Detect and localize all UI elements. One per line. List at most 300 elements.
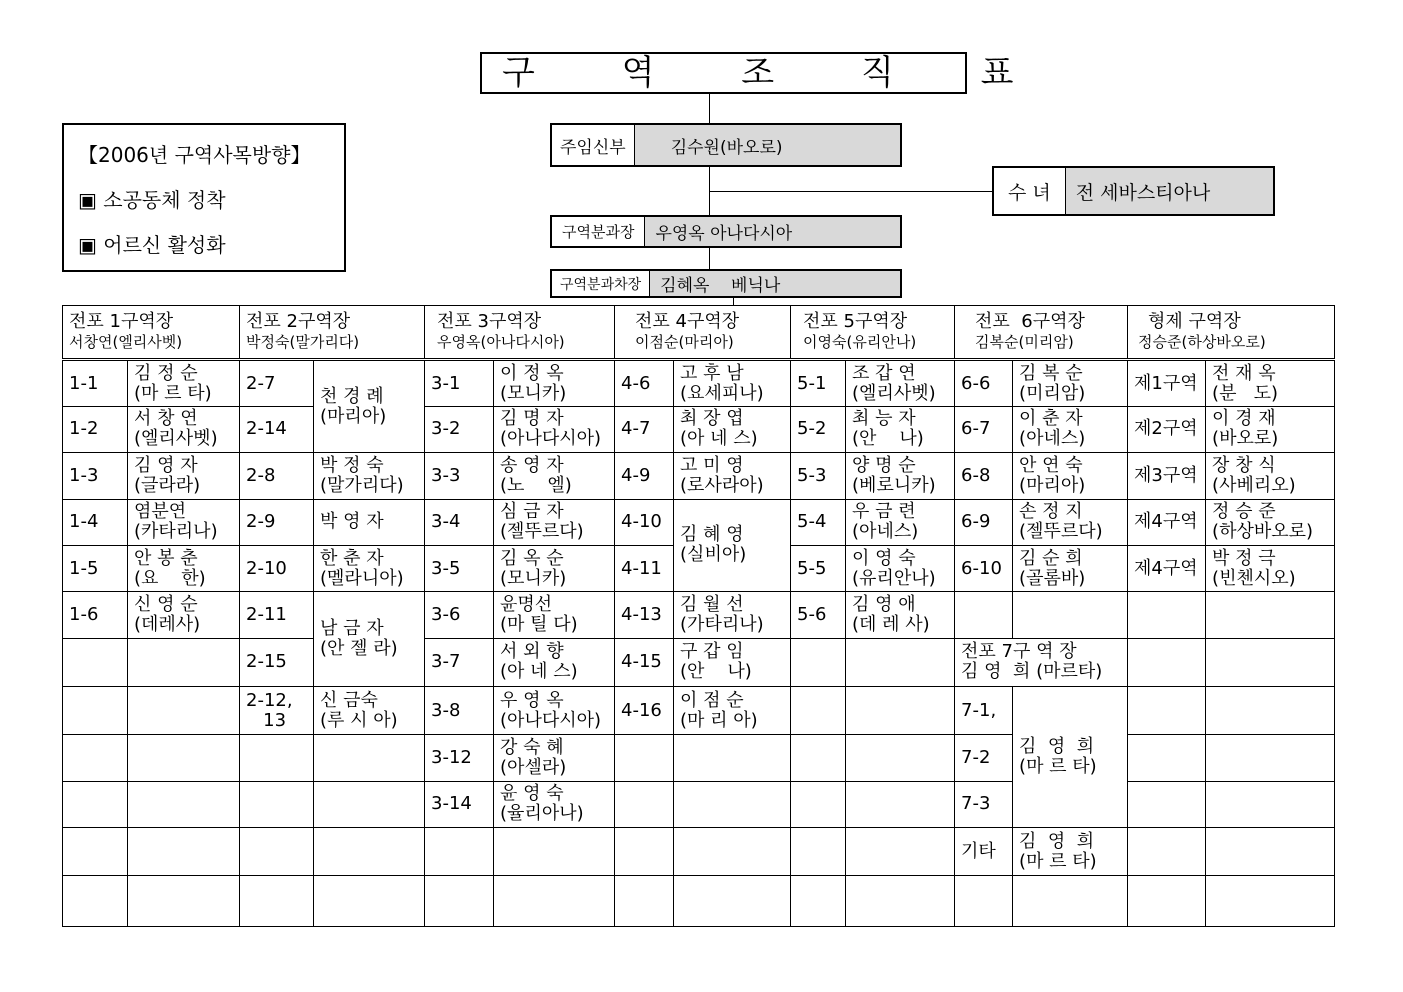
table-cell [955, 781, 1013, 827]
table-cell [1206, 360, 1335, 406]
cell-text: 1-5 [69, 557, 99, 579]
table-cell [425, 406, 494, 452]
header-name: 이점순(마리아) [635, 333, 734, 352]
table-cell [128, 828, 240, 876]
table-cell [846, 686, 955, 734]
table-cell [240, 360, 314, 406]
header-title: 전포 3구역장 [437, 311, 542, 333]
table-row [63, 876, 1335, 927]
header-row [63, 306, 1335, 360]
cell-text: 정 승 준 (하상바오로) [1212, 501, 1314, 543]
table-cell [63, 406, 128, 452]
table-cell [1013, 828, 1128, 876]
cell-text: 김 영 희 (마 르 타) [1019, 736, 1097, 778]
cell-text: 2-8 [246, 464, 276, 486]
table-cell [846, 453, 955, 499]
cell-text: 7-1, [961, 699, 997, 721]
cell-text: 김 월 선 (가타리나) [680, 593, 764, 635]
connector-line [709, 191, 993, 192]
cell-text: 최 장 엽 (아 네 스) [680, 408, 758, 450]
table-cell [425, 499, 494, 545]
cell-text: 우 금 련 (아네스) [852, 501, 919, 543]
table-cell [63, 781, 128, 827]
cell-text: 안 연 숙 (마리아) [1019, 454, 1086, 496]
cell-text: 심 금 자 (젤뚜르다) [500, 501, 584, 543]
cell-text: 윤명선 (마 틸 다) [500, 593, 578, 635]
table-cell [1206, 638, 1335, 686]
cell-text: 4-9 [621, 464, 651, 486]
table-cell [615, 735, 674, 781]
table-cell [791, 876, 846, 927]
table-cell [128, 735, 240, 781]
cell-text: 4-13 [621, 603, 662, 625]
cell-text: 5-6 [797, 603, 827, 625]
table-cell [615, 686, 674, 734]
table-cell [128, 499, 240, 545]
cell-text: 2-11 [246, 603, 287, 625]
table-cell [1128, 499, 1206, 545]
table-cell [314, 876, 425, 927]
table-cell [791, 453, 846, 499]
table-cell [674, 499, 791, 592]
cell-text: 5-4 [797, 511, 827, 533]
table-cell [63, 499, 128, 545]
district-head-box [550, 215, 902, 248]
connector-line [709, 248, 710, 270]
cell-text: 구 갑 임 (안 나) [680, 641, 752, 683]
table-cell [425, 781, 494, 827]
cell-text: 고 후 남 (요세피나) [680, 362, 764, 404]
table-cell [494, 781, 615, 827]
district-vice-value: 김혜옥 베닉나 [650, 271, 900, 296]
cell-text: 신 금숙 (루 시 아) [320, 689, 398, 731]
table-cell [1128, 406, 1206, 452]
header-title: 전포 2구역장 [246, 311, 351, 333]
pastor-value: 김수원(바오로) [635, 125, 900, 165]
table-cell [1128, 735, 1206, 781]
table-cell [1128, 828, 1206, 876]
table-cell [314, 686, 425, 734]
table-cell [63, 360, 128, 406]
table-cell [1128, 592, 1206, 638]
cell-text: 5-5 [797, 557, 827, 579]
cell-text: 4-6 [621, 372, 651, 394]
cell-text: 7-3 [961, 793, 991, 815]
table-cell [674, 592, 791, 638]
table-cell [615, 876, 674, 927]
cell-text: 3-4 [431, 511, 461, 533]
table-cell [128, 781, 240, 827]
table-cell [240, 638, 314, 686]
table-cell [615, 545, 674, 591]
header-cell [63, 306, 240, 360]
cell-text: 김 정 순 (마 르 타) [134, 362, 212, 404]
table-cell [1128, 360, 1206, 406]
cell-text: 고 미 영 (로사라아) [680, 454, 764, 496]
pastor-label: 주임신부 [552, 125, 635, 165]
table-cell [314, 735, 425, 781]
table-cell [615, 592, 674, 638]
table-cell [791, 592, 846, 638]
cell-text: 6-7 [961, 418, 991, 440]
cell-text: 4-16 [621, 699, 662, 721]
cell-text: 조 갑 연 (엘리사벳) [852, 362, 936, 404]
table-cell [240, 781, 314, 827]
table-cell [955, 638, 1128, 686]
table-cell [494, 876, 615, 927]
cell-text: 6-9 [961, 511, 991, 533]
table-cell [674, 638, 791, 686]
table-cell [846, 828, 955, 876]
table-cell [1013, 499, 1128, 545]
table-cell [494, 638, 615, 686]
table-cell [63, 876, 128, 927]
connector-line [709, 94, 710, 123]
table-cell [494, 686, 615, 734]
header-name: 서창연(엘리사벳) [69, 333, 183, 352]
table-cell [674, 453, 791, 499]
table-cell [63, 453, 128, 499]
header-title: 형제 구역장 [1148, 311, 1241, 333]
cell-text: 윤 영 숙 (율리아나) [500, 783, 584, 825]
table-cell [240, 453, 314, 499]
cell-text: 이 영 숙 (유리안나) [852, 547, 936, 589]
cell-text: 3-14 [431, 793, 472, 815]
cell-text: 3-1 [431, 372, 461, 394]
table-cell [494, 735, 615, 781]
table-cell [791, 828, 846, 876]
table-cell [1206, 406, 1335, 452]
cell-text: 제1구역 [1134, 372, 1198, 394]
cell-text: 우 영 옥 (아나다시아) [500, 689, 602, 731]
header-cell [791, 306, 955, 360]
cell-text: 6-10 [961, 557, 1002, 579]
table-row [63, 686, 1335, 734]
table-row [63, 499, 1335, 545]
cell-text: 제4구역 [1134, 557, 1198, 579]
table-cell [63, 545, 128, 591]
cell-text: 1-3 [69, 464, 99, 486]
table-cell [846, 499, 955, 545]
table-cell [240, 876, 314, 927]
table-cell [128, 453, 240, 499]
table-cell [240, 686, 314, 734]
cell-text: 박 정 숙 (말가리다) [320, 454, 404, 496]
table-cell [846, 735, 955, 781]
table-cell [1013, 453, 1128, 499]
table-cell [674, 686, 791, 734]
cell-text: 2-14 [246, 418, 287, 440]
header-cell [425, 306, 615, 360]
table-cell [955, 592, 1013, 638]
table-cell [128, 638, 240, 686]
table-cell [1128, 686, 1206, 734]
table-cell [791, 735, 846, 781]
cell-text: 전 재 옥 (분 도) [1212, 362, 1279, 404]
table-cell [846, 781, 955, 827]
table-cell [1013, 686, 1128, 827]
table-cell [1128, 781, 1206, 827]
header-name: 김복순(미리암) [975, 333, 1074, 352]
policy-box [62, 123, 346, 272]
table-cell [1128, 545, 1206, 591]
sister-value: 전 세바스티아나 [1066, 168, 1273, 214]
cell-text: 염분연 (카타리나) [134, 501, 218, 543]
table-cell [1206, 781, 1335, 827]
cell-text: 김 옥 순 (모니카) [500, 547, 567, 589]
table-cell [240, 592, 314, 638]
table-row [63, 592, 1335, 638]
table-cell [615, 406, 674, 452]
cell-text: 1-6 [69, 603, 99, 625]
table-cell [1206, 876, 1335, 927]
table-cell [314, 828, 425, 876]
cell-text: 6-8 [961, 464, 991, 486]
table-cell [955, 406, 1013, 452]
table-cell [674, 781, 791, 827]
pastor-box [550, 123, 902, 167]
sister-box [992, 166, 1275, 216]
cell-text: 4-11 [621, 557, 662, 579]
table-cell [955, 453, 1013, 499]
cell-text: 최 능 자 (안 나) [852, 408, 924, 450]
district-table [62, 305, 1335, 927]
cell-text: 안 봉 춘 (요 한) [134, 547, 206, 589]
cell-text: 제4구역 [1134, 511, 1198, 533]
cell-text: 양 명 순 (베로니카) [852, 454, 936, 496]
table-cell [63, 735, 128, 781]
table-cell [494, 360, 615, 406]
table-cell [128, 360, 240, 406]
table-cell [425, 828, 494, 876]
cell-text: 3-5 [431, 557, 461, 579]
table-cell [791, 406, 846, 452]
header-title: 전포 6구역장 [975, 311, 1085, 333]
cell-text: 5-2 [797, 418, 827, 440]
table-cell [128, 406, 240, 452]
table-row [63, 406, 1335, 452]
district-head-value: 우영옥 아나다시아 [645, 217, 900, 246]
district-vice-box [550, 269, 902, 298]
table-cell [846, 592, 955, 638]
cell-text: 박 정 극 (빈첸시오) [1212, 547, 1296, 589]
table-cell [494, 828, 615, 876]
cell-text: 4-7 [621, 418, 651, 440]
table-cell [128, 592, 240, 638]
table-cell [846, 876, 955, 927]
cell-text: 3-3 [431, 464, 461, 486]
cell-text: 2-15 [246, 651, 287, 673]
sister-label: 수 녀 [994, 168, 1066, 214]
table-row [63, 453, 1335, 499]
header-cell [955, 306, 1128, 360]
table-cell [425, 638, 494, 686]
table-cell [1206, 686, 1335, 734]
header-cell [1128, 306, 1335, 360]
table-cell [63, 828, 128, 876]
table-cell [615, 499, 674, 545]
table-cell [240, 499, 314, 545]
table-cell [314, 545, 425, 591]
table-row [63, 828, 1335, 876]
table-cell [791, 499, 846, 545]
cell-text: 3-8 [431, 699, 461, 721]
table-cell [425, 686, 494, 734]
table-cell [314, 781, 425, 827]
cell-text: 김 복 순 (미리암) [1019, 362, 1086, 404]
table-cell [494, 545, 615, 591]
table-cell [846, 360, 955, 406]
table-cell [615, 828, 674, 876]
policy-item: ▣ 어르신 활성화 [78, 233, 226, 257]
table-cell [791, 638, 846, 686]
cell-text: 김 영 자 (글라라) [134, 454, 201, 496]
cell-text: 박 영 자 [320, 511, 384, 533]
header-title: 전포 1구역장 [69, 311, 174, 333]
table-cell [1013, 592, 1128, 638]
table-cell [955, 499, 1013, 545]
table-cell [791, 686, 846, 734]
cell-text: 2-12, 13 [246, 689, 293, 731]
cell-text: 김 영 희 (마 르 타) [1019, 830, 1097, 872]
cell-text: 한 춘 자 (멜라니아) [320, 547, 404, 589]
cell-text: 김 영 애 (데 레 사) [852, 593, 930, 635]
table-cell [674, 406, 791, 452]
table-cell [314, 360, 425, 453]
table-cell [63, 592, 128, 638]
cell-text: 강 숙 혜 (아셀라) [500, 737, 567, 779]
table-cell [494, 592, 615, 638]
cell-text: 김 명 자 (아나다시아) [500, 408, 602, 450]
table-cell [674, 735, 791, 781]
table-cell [846, 406, 955, 452]
cell-text: 1-4 [69, 511, 99, 533]
header-name: 박정숙(말가리다) [246, 333, 360, 352]
cell-text: 장 창 식 (사베리오) [1212, 454, 1296, 496]
cell-text: 2-10 [246, 557, 287, 579]
cell-text: 3-12 [431, 747, 472, 769]
table-cell [425, 453, 494, 499]
cell-text: 이 점 순 (마 리 아) [680, 689, 758, 731]
header-name: 정승준(하상바오로) [1138, 333, 1266, 352]
table-cell [1206, 499, 1335, 545]
cell-text: 3-7 [431, 651, 461, 673]
table-row [63, 735, 1335, 781]
table-cell [1206, 828, 1335, 876]
cell-text: 김 순 희 (골롬바) [1019, 547, 1086, 589]
table-cell [615, 453, 674, 499]
policy-heading: 【2006년 구역사목방향】 [78, 143, 311, 167]
cell-text: 4-15 [621, 651, 662, 673]
cell-text: 이 경 재 (바오로) [1212, 408, 1279, 450]
cell-text: 3-2 [431, 418, 461, 440]
cell-text: 천 경 례 (마리아) [320, 385, 387, 427]
table-cell [615, 638, 674, 686]
table-cell [425, 876, 494, 927]
table-cell [425, 735, 494, 781]
table-cell [955, 545, 1013, 591]
table-cell [1013, 545, 1128, 591]
table-cell [955, 686, 1013, 734]
table-cell [955, 828, 1013, 876]
table-cell [240, 406, 314, 452]
table-cell [1206, 545, 1335, 591]
cell-text: 송 영 자 (노 엘) [500, 454, 572, 496]
header-cell [240, 306, 425, 360]
table-cell [494, 453, 615, 499]
header-name: 우영옥(아나다시아) [437, 333, 565, 352]
table-row [63, 781, 1335, 827]
table-cell [314, 499, 425, 545]
header-cell [615, 306, 791, 360]
table-cell [846, 545, 955, 591]
cell-text: 남 금 자 (안 젤 라) [320, 618, 398, 660]
cell-text: 1-2 [69, 418, 99, 440]
cell-text: 제2구역 [1134, 418, 1198, 440]
table-cell [1128, 638, 1206, 686]
cell-text: 6-6 [961, 372, 991, 394]
cell-text: 신 영 순 (데레사) [134, 593, 201, 635]
cell-text: 5-3 [797, 464, 827, 486]
cell-text: 이 춘 자 (아네스) [1019, 408, 1086, 450]
table-cell [674, 360, 791, 406]
table-cell [314, 453, 425, 499]
header-name: 이영숙(유리안나) [803, 333, 917, 352]
table-cell [240, 735, 314, 781]
table-cell [63, 686, 128, 734]
table-cell [955, 876, 1013, 927]
cell-text: 서 외 향 (아 네 스) [500, 641, 578, 683]
cell-text: 제3구역 [1134, 464, 1198, 486]
connector-line [733, 297, 734, 305]
table-cell [425, 545, 494, 591]
table-cell [425, 360, 494, 406]
table-cell [1013, 406, 1128, 452]
header-title: 전포 4구역장 [635, 311, 740, 333]
cell-text: 김 혜 영 (실비아) [680, 524, 747, 566]
table-cell [425, 592, 494, 638]
table-cell [1206, 735, 1335, 781]
table-cell [1128, 453, 1206, 499]
table-cell [615, 360, 674, 406]
table-cell [1013, 360, 1128, 406]
table-cell [1206, 453, 1335, 499]
table-cell [494, 499, 615, 545]
district-head-label: 구역분과장 [552, 217, 645, 246]
cell-text: 4-10 [621, 511, 662, 533]
table-cell [846, 638, 955, 686]
table-cell [791, 781, 846, 827]
table-cell [494, 406, 615, 452]
page-title: 구 역 조 직 표 [480, 52, 967, 94]
table-cell [240, 828, 314, 876]
table-cell [1128, 876, 1206, 927]
table-row [63, 638, 1335, 686]
table-cell [955, 735, 1013, 781]
cell-text: 2-7 [246, 372, 276, 394]
cell-text: 7-2 [961, 747, 991, 769]
cell-text: 서 창 연 (엘리사벳) [134, 408, 218, 450]
cell-text: 1-1 [69, 372, 99, 394]
district-vice-label: 구역분과차장 [552, 271, 650, 296]
cell-text: 손 정 지 (젤뚜르다) [1019, 501, 1103, 543]
table-cell [674, 876, 791, 927]
cell-text: 3-6 [431, 603, 461, 625]
table-cell [955, 360, 1013, 406]
table-cell [1013, 876, 1128, 927]
cell-text: 전포 7구 역 장 김 영 희 (마르타) [961, 641, 1103, 683]
header-title: 전포 5구역장 [803, 311, 908, 333]
